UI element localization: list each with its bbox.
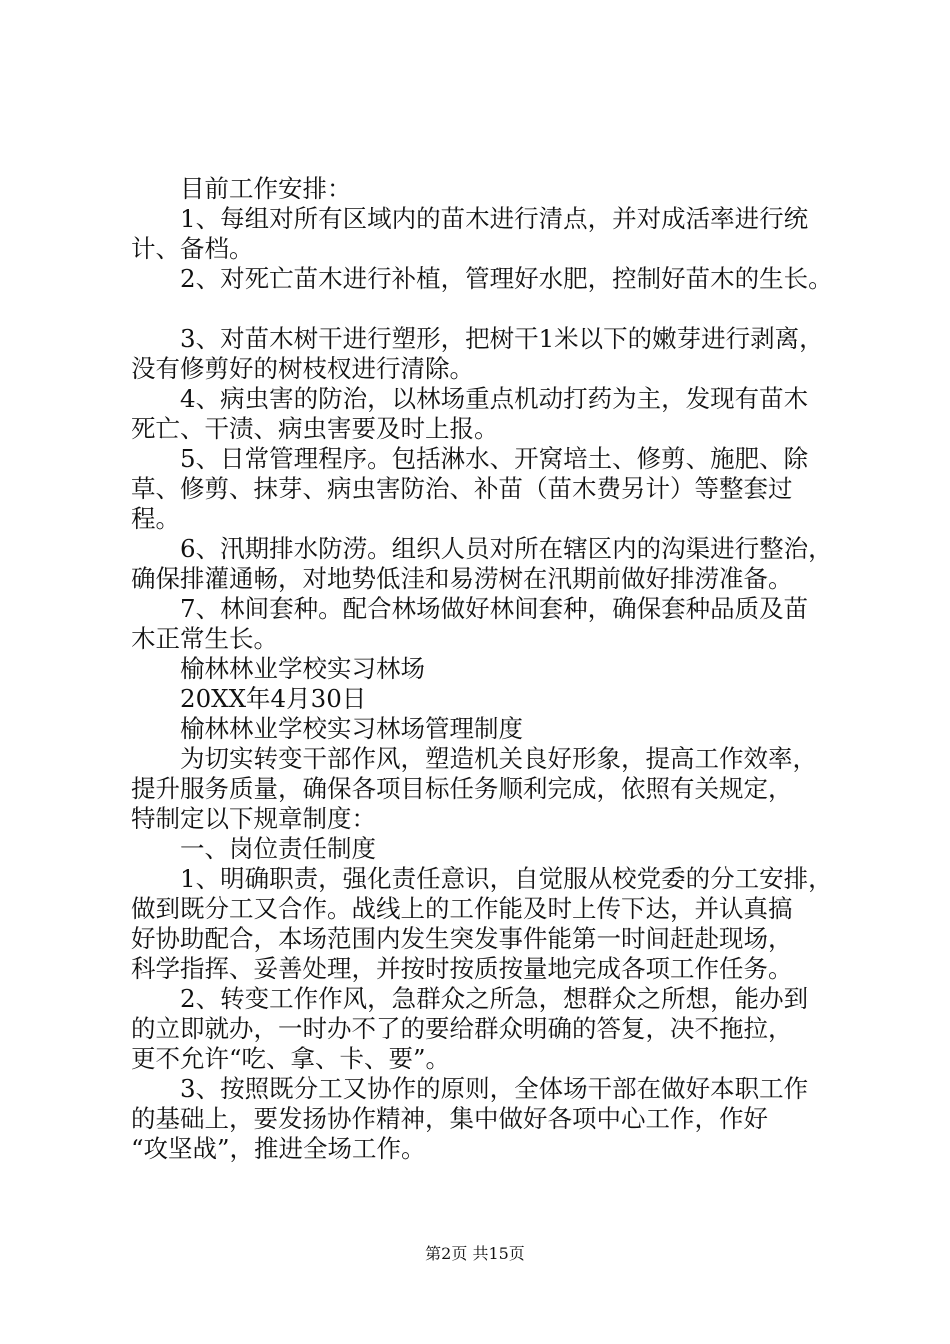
section-heading: 一、岗位责任制度 [180, 834, 376, 863]
paragraph-line: 更不允许“吃、拿、卡、要”。 [131, 1044, 451, 1073]
paragraph-line: 5、日常管理程序。包括淋水、开窝培土、修剪、施肥、除 [180, 444, 809, 473]
paragraph-line: 木正常生长。 [131, 624, 278, 653]
paragraph-line: 2、对死亡苗木进行补植，管理好水肥，控制好苗木的生长。 [180, 264, 833, 293]
paragraph-line: 4、病虫害的防治，以林场重点机动打药为主，发现有苗木 [180, 384, 809, 413]
paragraph-line: 程。 [131, 504, 180, 533]
section-heading: 目前工作安排： [180, 174, 352, 203]
paragraph-line: 提升服务质量，确保各项目标任务顺利完成，依照有关规定， [131, 774, 793, 803]
paragraph-line: 没有修剪好的树枝杈进行清除。 [131, 354, 474, 383]
signature-org: 榆林林业学校实习林场 [180, 654, 425, 683]
paragraph-line: 科学指挥、妥善处理，并按时按质按量地完成各项工作任务。 [131, 954, 793, 983]
paragraph-line: 做到既分工又合作。战线上的工作能及时上传下达，并认真搞 [131, 894, 793, 923]
paragraph-line: 草、修剪、抹芽、病虫害防治、补苗（苗木费另计）等整套过 [131, 474, 793, 503]
paragraph-line: 1、明确职责，强化责任意识，自觉服从校党委的分工安排， [180, 864, 833, 893]
document-body [131, 174, 851, 1164]
paragraph-line: 确保排灌通畅，对地势低洼和易涝树在汛期前做好排涝准备。 [131, 564, 793, 593]
signature-date: 20XX年4月30日 [180, 684, 367, 713]
paragraph-line: 计、备档。 [131, 234, 254, 263]
page-number-footer: 第2页 共15页 [425, 1244, 525, 1263]
blank-line [131, 294, 851, 324]
paragraph-line: 7、林间套种。配合林场做好林间套种，确保套种品质及苗 [180, 594, 809, 623]
paragraph-line: 的立即就办，一时办不了的要给群众明确的答复，决不拖拉， [131, 1014, 793, 1043]
paragraph-line: 3、对苗木树干进行塑形，把树干1米以下的嫩芽进行剥离， [180, 324, 824, 353]
document-title: 榆林林业学校实习林场管理制度 [180, 714, 523, 743]
paragraph-line: 6、汛期排水防涝。组织人员对所在辖区内的沟渠进行整治， [180, 534, 833, 563]
paragraph-line: 2、转变工作作风，急群众之所急，想群众之所想，能办到 [180, 984, 809, 1013]
paragraph-line: 为切实转变干部作风，塑造机关良好形象，提高工作效率， [180, 744, 817, 773]
paragraph-line: “攻坚战”，推进全场工作。 [131, 1134, 426, 1163]
paragraph-line: 特制定以下规章制度： [131, 804, 376, 833]
paragraph-line: 的基础上，要发扬协作精神，集中做好各项中心工作，作好 [131, 1104, 768, 1133]
paragraph-line: 1、每组对所有区域内的苗木进行清点，并对成活率进行统 [180, 204, 809, 233]
paragraph-line: 3、按照既分工又协作的原则，全体场干部在做好本职工作 [180, 1074, 809, 1103]
paragraph-line: 好协助配合，本场范围内发生突发事件能第一时间赶赴现场， [131, 924, 793, 953]
paragraph-line: 死亡、干渍、病虫害要及时上报。 [131, 414, 499, 443]
